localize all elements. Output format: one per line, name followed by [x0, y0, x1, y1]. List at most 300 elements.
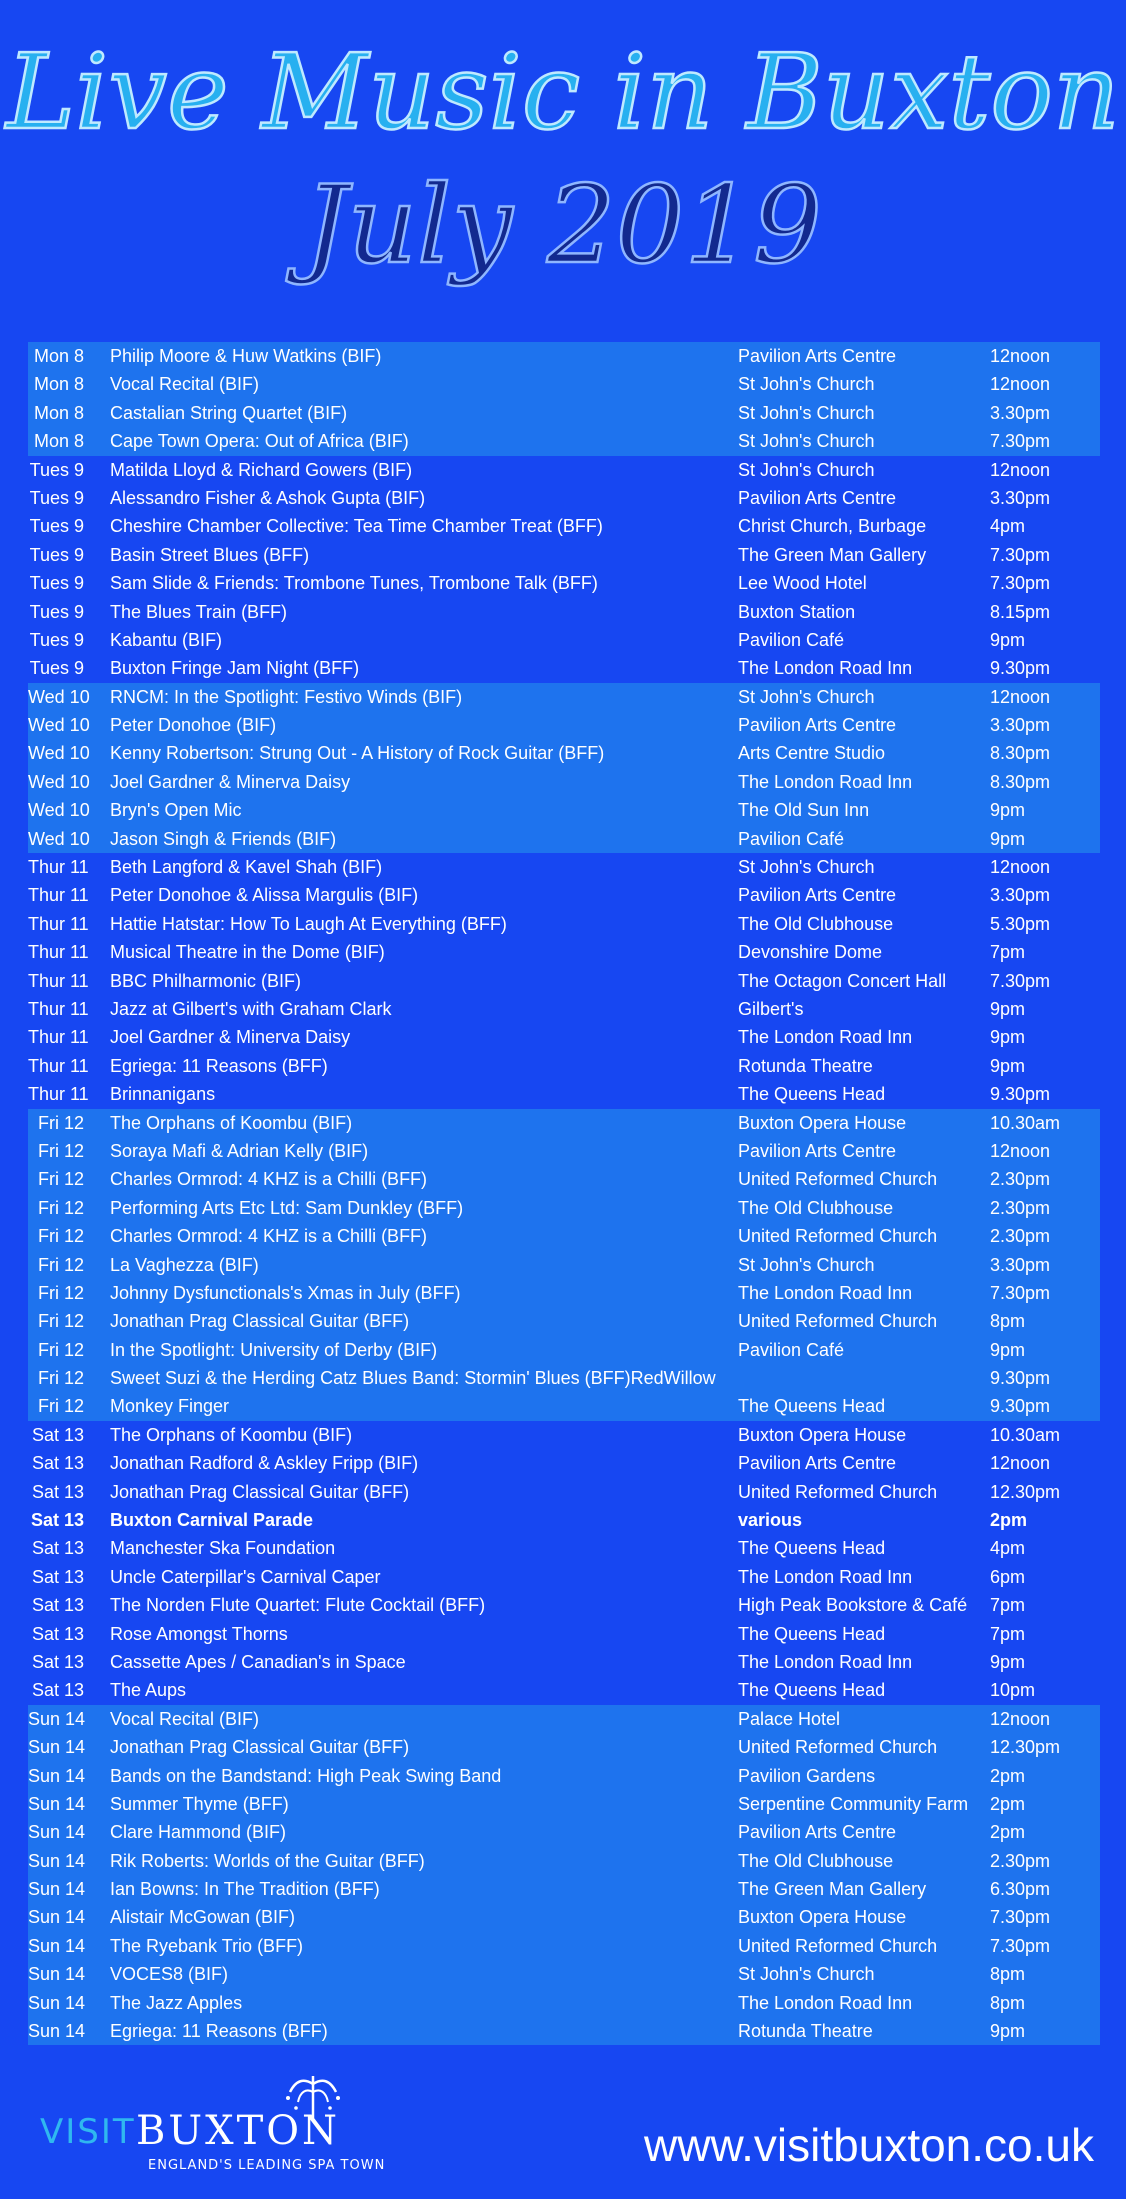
event-name: Peter Donohoe (BIF)	[110, 715, 277, 736]
event-name: Clare Hammond (BIF)	[110, 1822, 287, 1843]
schedule-row	[28, 1676, 1100, 1704]
event-venue: Gilbert's	[738, 998, 804, 1019]
event-venue: Buxton Station	[738, 601, 856, 622]
event-venue: St John's Church	[738, 1964, 875, 1985]
schedule-row	[28, 1023, 1100, 1051]
event-time: 7pm	[990, 1595, 1026, 1616]
event-name: Brinnanigans	[110, 1084, 216, 1105]
event-day: Wed 10	[28, 715, 90, 736]
event-day: Sun 14	[28, 1992, 86, 2013]
event-day: Mon 8	[33, 402, 84, 423]
event-venue: The London Road Inn	[738, 771, 913, 792]
event-venue: The Queens Head	[738, 1538, 886, 1559]
schedule-row	[28, 683, 1100, 711]
event-time: 9pm	[990, 998, 1026, 1019]
event-name: Egriega: 11 Reasons (BFF)	[110, 1055, 328, 1076]
event-venue: The Queens Head	[738, 1084, 886, 1105]
event-day: Thur 11	[28, 857, 89, 878]
event-time: 2pm	[990, 1765, 1026, 1786]
event-venue: Serpentine Community Farm	[738, 1793, 969, 1814]
event-day: Tues 9	[29, 629, 84, 650]
schedule-row	[28, 1591, 1100, 1619]
event-day: Fri 12	[37, 1339, 84, 1360]
event-time: 7.30pm	[990, 1935, 1051, 1956]
event-venue: Rotunda Theatre	[738, 1055, 873, 1076]
event-name: The Aups	[110, 1680, 187, 1701]
event-name: RNCM: In the Spotlight: Festivo Winds (BIF)	[110, 686, 463, 707]
event-day: Tues 9	[29, 516, 84, 537]
event-day: Mon 8	[33, 374, 84, 395]
schedule-row	[28, 938, 1100, 966]
title-line-1: Live Music in Buxton	[6, 31, 1120, 153]
event-time: 9.30pm	[990, 658, 1051, 679]
event-venue: The Old Clubhouse	[738, 913, 894, 934]
event-time: 7.30pm	[990, 1907, 1051, 1928]
schedule-row	[28, 399, 1100, 427]
event-name: Bryn's Open Mic	[110, 800, 242, 821]
event-venue: The London Road Inn	[738, 1282, 913, 1303]
schedule-row	[28, 1251, 1100, 1279]
event-day: Fri 12	[37, 1226, 84, 1247]
event-name: Jonathan Radford & Askley Fripp (BIF)	[110, 1453, 419, 1474]
event-day: Fri 12	[37, 1311, 84, 1332]
event-name: Joel Gardner & Minerva Daisy	[110, 1027, 351, 1048]
schedule-row	[28, 1620, 1100, 1648]
event-name: Jonathan Prag Classical Guitar (BFF)	[110, 1481, 410, 1502]
event-venue: St John's Church	[738, 1254, 875, 1275]
event-name: In the Spotlight: University of Derby (BIF)	[110, 1339, 438, 1360]
event-time: 6pm	[990, 1566, 1026, 1587]
event-venue: St John's Church	[738, 374, 875, 395]
schedule-row	[28, 1421, 1100, 1449]
event-venue: Buxton Opera House	[738, 1907, 907, 1928]
event-day: Wed 10	[28, 686, 90, 707]
event-time: 3.30pm	[990, 1254, 1051, 1275]
event-venue: The London Road Inn	[738, 1027, 913, 1048]
event-time: 9pm	[990, 1027, 1026, 1048]
event-time: 10.30am	[990, 1424, 1061, 1445]
schedule-row	[28, 995, 1100, 1023]
event-day: Tues 9	[29, 544, 84, 565]
schedule-row	[28, 1222, 1100, 1250]
event-time: 7pm	[990, 942, 1026, 963]
event-day: Sat 13	[31, 1566, 84, 1587]
event-time: 6.30pm	[990, 1879, 1051, 1900]
event-time: 2.30pm	[990, 1169, 1051, 1190]
event-venue: Pavilion Arts Centre	[738, 346, 897, 366]
schedule-row	[28, 456, 1100, 484]
event-day: Sun 14	[28, 1879, 86, 1900]
event-time: 9pm	[990, 800, 1026, 821]
event-time: 12noon	[990, 686, 1051, 707]
schedule-row	[28, 768, 1100, 796]
event-name: Vocal Recital (BIF)	[110, 1708, 260, 1729]
event-venue: Pavilion Gardens	[738, 1765, 876, 1786]
event-venue: Buxton Opera House	[738, 1424, 907, 1445]
event-venue	[738, 1364, 990, 1392]
event-venue: The London Road Inn	[738, 1992, 913, 2013]
event-time: 3.30pm	[990, 715, 1051, 736]
schedule-row	[28, 1903, 1100, 1931]
event-day: Fri 12	[37, 1140, 84, 1161]
event-schedule	[28, 342, 1100, 2045]
event-name: Performing Arts Etc Ltd: Sam Dunkley (BFF)	[110, 1197, 464, 1218]
website-url[interactable]: www.visitbuxton.co.uk	[644, 2119, 1094, 2171]
event-name: Kabantu (BIF)	[110, 629, 223, 650]
event-time: 3.30pm	[990, 487, 1051, 508]
event-name: Hattie Hatstar: How To Laugh At Everything (BFF)	[110, 913, 507, 934]
event-day: Sun 14	[28, 1708, 86, 1729]
event-day: Fri 12	[37, 1368, 84, 1389]
event-name: La Vaghezza (BIF)	[110, 1254, 259, 1275]
schedule-row	[28, 1080, 1100, 1108]
schedule-row	[28, 342, 1100, 370]
event-time: 7.30pm	[990, 431, 1051, 452]
schedule-row	[28, 1733, 1100, 1761]
event-time: 12noon	[990, 374, 1051, 395]
schedule-row	[28, 1705, 1100, 1733]
event-venue: Lee Wood Hotel	[738, 573, 867, 594]
event-name: Basin Street Blues (BFF)	[110, 544, 310, 565]
event-day: Tues 9	[29, 487, 84, 508]
event-venue: High Peak Bookstore & Café	[738, 1595, 968, 1616]
event-time: 12.30pm	[990, 1737, 1061, 1758]
event-venue: Christ Church, Burbage	[738, 516, 927, 537]
event-venue: The London Road Inn	[738, 658, 913, 679]
schedule-row	[28, 825, 1100, 853]
event-venue: Pavilion Café	[738, 1339, 845, 1360]
schedule-row	[28, 796, 1100, 824]
event-time: 9pm	[990, 1055, 1026, 1076]
event-name: Rose Amongst Thorns	[110, 1623, 288, 1644]
event-name: Uncle Caterpillar's Carnival Caper	[110, 1566, 381, 1587]
event-time: 8.30pm	[990, 771, 1051, 792]
event-time: 8pm	[990, 1311, 1026, 1332]
schedule-row	[28, 1194, 1100, 1222]
event-name: Jonathan Prag Classical Guitar (BFF)	[110, 1737, 410, 1758]
event-day: Thur 11	[28, 1027, 89, 1048]
event-day: Thur 11	[28, 1084, 89, 1105]
event-time: 12noon	[990, 1708, 1051, 1729]
event-time: 3.30pm	[990, 885, 1051, 906]
event-day: Sat 13	[30, 1510, 84, 1531]
event-time: 2pm	[990, 1510, 1028, 1531]
event-venue: The Queens Head	[738, 1396, 886, 1417]
event-time: 7.30pm	[990, 1282, 1051, 1303]
event-name: Castalian String Quartet (BIF)	[110, 402, 348, 423]
event-day: Tues 9	[29, 573, 84, 594]
event-name: Rik Roberts: Worlds of the Guitar (BFF)	[110, 1850, 425, 1871]
schedule-row	[28, 1762, 1100, 1790]
schedule-row	[28, 1364, 1100, 1392]
event-name: Summer Thyme (BFF)	[110, 1793, 289, 1814]
event-day: Tues 9	[29, 459, 84, 480]
event-venue: The Queens Head	[738, 1623, 886, 1644]
event-day: Sat 13	[31, 1453, 84, 1474]
event-time: 4pm	[990, 516, 1026, 537]
event-venue: Devonshire Dome	[738, 942, 883, 963]
schedule-row	[28, 853, 1100, 881]
schedule-row	[28, 1989, 1100, 2017]
event-venue: Arts Centre Studio	[738, 743, 886, 764]
event-venue: The London Road Inn	[738, 1566, 913, 1587]
event-name: Buxton Fringe Jam Night (BFF)	[110, 658, 360, 679]
event-time: 7.30pm	[990, 970, 1051, 991]
event-name: Vocal Recital (BIF)	[110, 374, 260, 395]
schedule-row	[28, 541, 1100, 569]
event-name: VOCES8 (BIF)	[110, 1964, 229, 1985]
event-venue: The Green Man Gallery	[738, 1879, 927, 1900]
event-time: 12noon	[990, 1453, 1051, 1474]
event-time: 8.15pm	[990, 601, 1051, 622]
event-day: Wed 10	[28, 771, 90, 792]
event-day: Sun 14	[28, 1765, 86, 1786]
event-time: 12noon	[990, 459, 1051, 480]
event-day: Sat 13	[31, 1424, 84, 1445]
event-time: 9.30pm	[990, 1368, 1051, 1389]
event-day: Wed 10	[28, 828, 90, 849]
schedule-row	[28, 1506, 1100, 1534]
event-venue: The Old Sun Inn	[738, 800, 870, 821]
event-name: Jonathan Prag Classical Guitar (BFF)	[110, 1311, 410, 1332]
schedule-row	[28, 1478, 1100, 1506]
logo-tagline: ENGLAND'S LEADING SPA TOWN	[148, 2158, 386, 2173]
event-day: Sun 14	[28, 2021, 86, 2042]
event-venue: The London Road Inn	[738, 1651, 913, 1672]
event-time: 9pm	[990, 1651, 1026, 1672]
schedule-row	[28, 1392, 1100, 1420]
schedule-row	[28, 1648, 1100, 1676]
event-venue: Pavilion Arts Centre	[738, 487, 897, 508]
event-name: Johnny Dysfunctionals's Xmas in July (BFF)	[110, 1282, 461, 1303]
event-venue: Pavilion Arts Centre	[738, 885, 897, 906]
event-venue: United Reformed Church	[738, 1481, 938, 1502]
event-day: Sun 14	[28, 1822, 86, 1843]
event-day: Sun 14	[28, 1964, 86, 1985]
event-venue: various	[738, 1510, 803, 1531]
event-day: Thur 11	[28, 970, 89, 991]
title-line-2: July 2019	[304, 163, 822, 288]
event-time: 2pm	[990, 1793, 1026, 1814]
event-day: Fri 12	[37, 1396, 84, 1417]
event-venue: Pavilion Arts Centre	[738, 1453, 897, 1474]
event-name: Philip Moore & Huw Watkins (BIF)	[110, 346, 382, 366]
event-day: Wed 10	[28, 743, 90, 764]
event-name: Ian Bowns: In The Tradition (BFF)	[110, 1879, 380, 1900]
event-time: 9.30pm	[990, 1084, 1051, 1105]
event-venue: United Reformed Church	[738, 1169, 938, 1190]
schedule-row	[28, 2017, 1100, 2045]
event-name: Monkey Finger	[110, 1396, 230, 1417]
event-time: 12.30pm	[990, 1481, 1061, 1502]
event-time: 10.30am	[990, 1112, 1061, 1133]
schedule-row	[28, 1109, 1100, 1137]
event-name: Charles Ormrod: 4 KHZ is a Chilli (BFF)	[110, 1226, 428, 1247]
event-time: 2.30pm	[990, 1197, 1051, 1218]
event-day: Thur 11	[28, 998, 89, 1019]
event-name: Peter Donohoe & Alissa Margulis (BIF)	[110, 885, 419, 906]
event-name: Egriega: 11 Reasons (BFF)	[110, 2021, 328, 2042]
schedule-row	[28, 427, 1100, 455]
event-name: Musical Theatre in the Dome (BIF)	[110, 942, 385, 963]
event-venue: Pavilion Café	[738, 828, 845, 849]
event-day: Thur 11	[28, 913, 89, 934]
event-venue: Pavilion Arts Centre	[738, 1140, 897, 1161]
event-time: 8.30pm	[990, 743, 1051, 764]
event-day: Sat 13	[31, 1651, 84, 1672]
schedule-row	[28, 1449, 1100, 1477]
event-name: Sam Slide & Friends: Trombone Tunes, Trombone Talk (BFF)	[110, 573, 598, 594]
event-venue: Palace Hotel	[738, 1708, 841, 1729]
event-day: Sat 13	[31, 1680, 84, 1701]
schedule-row	[28, 1932, 1100, 1960]
event-time: 2pm	[990, 1822, 1026, 1843]
schedule-row	[28, 1307, 1100, 1335]
event-time: 9pm	[990, 2021, 1026, 2042]
event-name: Sweet Suzi & the Herding Catz Blues Band: Stormin' Blues (BFF)RedWillow	[110, 1368, 716, 1389]
event-name: The Ryebank Trio (BFF)	[110, 1935, 304, 1956]
schedule-row	[28, 569, 1100, 597]
schedule-row	[28, 1875, 1100, 1903]
event-day: Thur 11	[28, 885, 89, 906]
schedule-row	[28, 654, 1100, 682]
event-time: 12noon	[990, 346, 1051, 366]
title-graphic	[0, 0, 1126, 330]
event-name: The Blues Train (BFF)	[110, 601, 288, 622]
event-name: Joel Gardner & Minerva Daisy	[110, 771, 351, 792]
event-name: Soraya Mafi & Adrian Kelly (BIF)	[110, 1140, 369, 1161]
event-name: Jazz at Gilbert's with Graham Clark	[110, 998, 392, 1019]
event-day: Sun 14	[28, 1935, 86, 1956]
event-day: Sun 14	[28, 1793, 86, 1814]
event-day: Mon 8	[33, 431, 84, 452]
event-time: 7pm	[990, 1623, 1026, 1644]
schedule-row	[28, 1165, 1100, 1193]
event-time: 12noon	[990, 1140, 1051, 1161]
event-venue: United Reformed Church	[738, 1935, 938, 1956]
event-name: Cape Town Opera: Out of Africa (BIF)	[110, 431, 409, 452]
event-name: Buxton Carnival Parade	[110, 1510, 314, 1531]
event-time: 2.30pm	[990, 1226, 1051, 1247]
event-venue: United Reformed Church	[738, 1737, 938, 1758]
logo-buxton-text: BUXTON	[136, 2108, 341, 2154]
event-day: Wed 10	[28, 800, 90, 821]
event-venue: The Old Clubhouse	[738, 1850, 894, 1871]
schedule-row	[28, 1563, 1100, 1591]
event-day: Sun 14	[28, 1850, 86, 1871]
event-time: 9.30pm	[990, 1396, 1051, 1417]
event-venue: Pavilion Arts Centre	[738, 715, 897, 736]
event-day: Thur 11	[28, 1055, 89, 1076]
event-venue: Pavilion Arts Centre	[738, 1822, 897, 1843]
schedule-row	[28, 881, 1100, 909]
schedule-row	[28, 1960, 1100, 1988]
event-day: Fri 12	[37, 1112, 84, 1133]
event-time: 7.30pm	[990, 573, 1051, 594]
event-day: Sat 13	[31, 1595, 84, 1616]
logo-visit-text: VISIT	[40, 2112, 136, 2152]
event-day: Sat 13	[31, 1538, 84, 1559]
event-name: Cassette Apes / Canadian's in Space	[110, 1651, 406, 1672]
event-time: 9pm	[990, 1339, 1026, 1360]
event-day: Tues 9	[29, 658, 84, 679]
schedule-row	[28, 739, 1100, 767]
event-name: Kenny Robertson: Strung Out - A History of Rock Guitar (BFF)	[110, 743, 605, 764]
schedule-row	[28, 967, 1100, 995]
event-name: Bands on the Bandstand: High Peak Swing Band	[110, 1765, 502, 1786]
event-venue: United Reformed Church	[738, 1226, 938, 1247]
event-day: Mon 8	[33, 346, 84, 366]
schedule-row	[28, 484, 1100, 512]
event-time: 8pm	[990, 1992, 1026, 2013]
event-day: Tues 9	[29, 601, 84, 622]
schedule-row	[28, 626, 1100, 654]
event-venue: St John's Church	[738, 857, 875, 878]
event-venue: United Reformed Church	[738, 1311, 938, 1332]
event-time: 10pm	[990, 1680, 1036, 1701]
event-time: 7.30pm	[990, 544, 1051, 565]
event-day: Fri 12	[37, 1254, 84, 1275]
event-name: Alessandro Fisher & Ashok Gupta (BIF)	[110, 487, 426, 508]
schedule-row	[28, 1790, 1100, 1818]
schedule-row	[28, 370, 1100, 398]
schedule-row	[28, 1534, 1100, 1562]
event-time: 12noon	[990, 857, 1051, 878]
event-name: Manchester Ska Foundation	[110, 1538, 336, 1559]
event-time: 2.30pm	[990, 1850, 1051, 1871]
event-venue: Buxton Opera House	[738, 1112, 907, 1133]
event-venue: Rotunda Theatre	[738, 2021, 873, 2042]
event-day: Fri 12	[37, 1282, 84, 1303]
event-name: The Jazz Apples	[110, 1992, 243, 2013]
event-name: Cheshire Chamber Collective: Tea Time Chamber Treat (BFF)	[110, 516, 603, 537]
event-day: Fri 12	[37, 1169, 84, 1190]
event-day: Sat 13	[31, 1623, 84, 1644]
event-venue: The Octagon Concert Hall	[738, 970, 947, 991]
schedule-row	[28, 1336, 1100, 1364]
event-day: Sat 13	[31, 1481, 84, 1502]
schedule-row	[28, 598, 1100, 626]
event-day: Sun 14	[28, 1737, 86, 1758]
event-venue: St John's Church	[738, 686, 875, 707]
event-venue: St John's Church	[738, 431, 875, 452]
event-name: Alistair McGowan (BIF)	[110, 1907, 296, 1928]
event-time: 8pm	[990, 1964, 1026, 1985]
event-name: BBC Philharmonic (BIF)	[110, 970, 302, 991]
poster-header	[0, 0, 1126, 330]
event-venue: The Green Man Gallery	[738, 544, 927, 565]
event-name: The Norden Flute Quartet: Flute Cocktail (BFF)	[110, 1595, 486, 1616]
schedule-row	[28, 1052, 1100, 1080]
event-time: 5.30pm	[990, 913, 1051, 934]
event-venue: St John's Church	[738, 459, 875, 480]
event-time: 9pm	[990, 629, 1026, 650]
event-day: Sun 14	[28, 1907, 86, 1928]
event-day: Fri 12	[37, 1197, 84, 1218]
schedule-row	[28, 1137, 1100, 1165]
schedule-row	[28, 512, 1100, 540]
event-name: The Orphans of Koombu (BIF)	[110, 1112, 353, 1133]
event-time: 4pm	[990, 1538, 1026, 1559]
event-day: Thur 11	[28, 942, 89, 963]
schedule-row	[28, 1818, 1100, 1846]
event-time: 9pm	[990, 828, 1026, 849]
event-name: Beth Langford & Kavel Shah (BIF)	[110, 857, 383, 878]
schedule-row	[28, 910, 1100, 938]
event-venue: St John's Church	[738, 402, 875, 423]
event-name: Matilda Lloyd & Richard Gowers (BIF)	[110, 459, 413, 480]
event-venue: The Old Clubhouse	[738, 1197, 894, 1218]
